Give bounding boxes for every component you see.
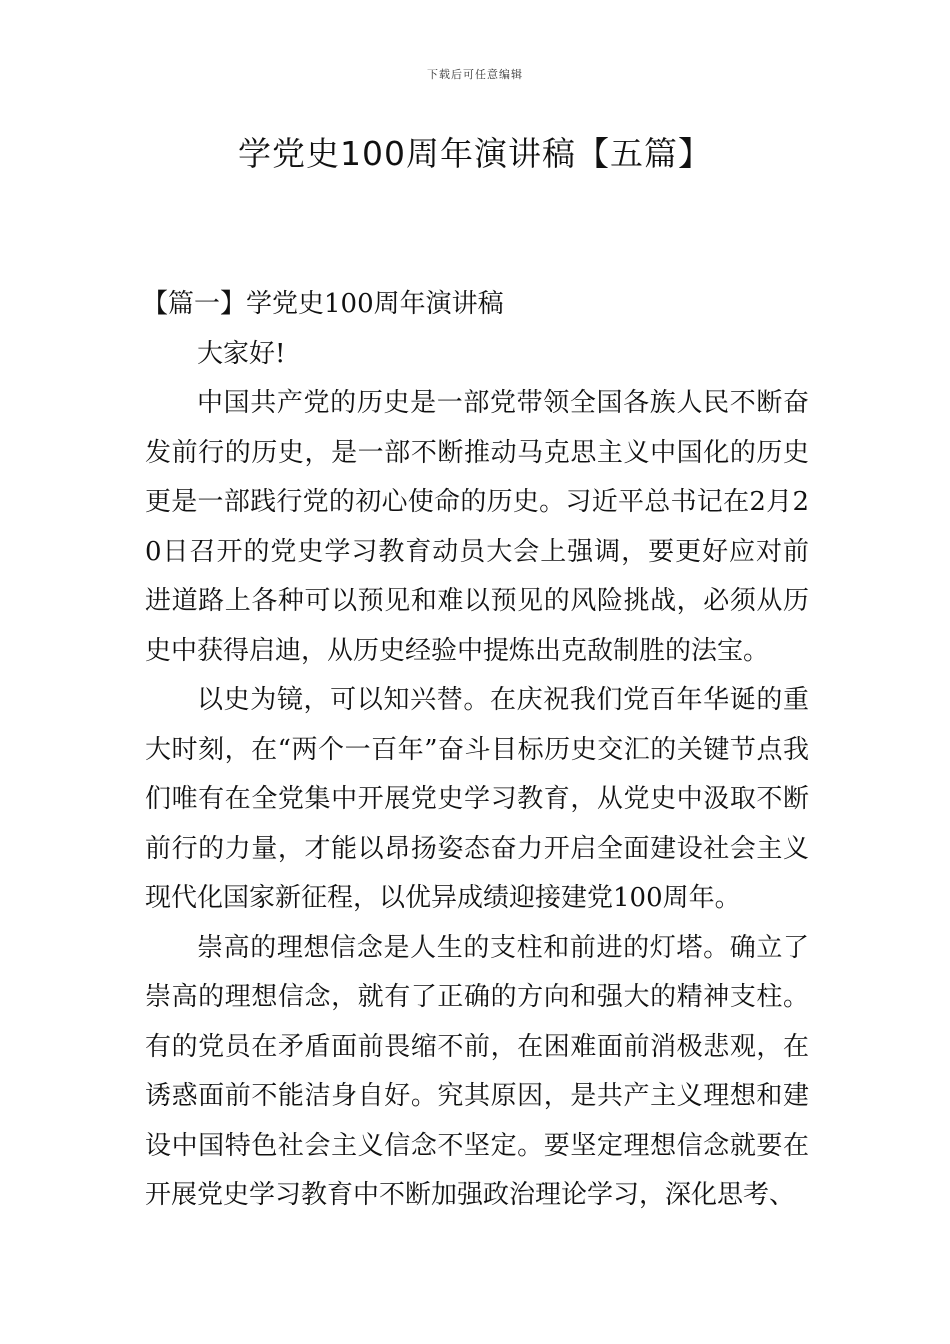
download-note: 下载后可任意编辑 (427, 68, 523, 81)
page-title: 学党史100周年演讲稿【五篇】 (238, 134, 712, 173)
body-paragraph-2: 以史为镜，可以知兴替。在庆祝我们党百年华诞的重大时刻，在“两个一百年”奋斗目标历史交汇的关键节点我们唯有在全党集中开展党史学习教育，从党史中汲取不断前行的力量，才能以昂扬姿态奋力开启全面建设社会主义现代化国家新征程，以优异成绩迎接建党100周年。 (145, 685, 809, 913)
section-heading: 【篇一】学党史100周年演讲稿 (142, 289, 504, 319)
body-paragraph-3: 崇高的理想信念是人生的支柱和前进的灯塔。确立了崇高的理想信念，就有了正确的方向和强大的精神支柱。有的党员在矛盾面前畏缩不前，在困难面前消极悲观，在诱惑面前不能洁身自好。究其原因，是共产主义理想和建设中国特色社会主义信念不坚定。要坚定理想信念就要在开展党史学习教育中不断加强政治理论学习，深化思考、 (145, 932, 809, 1210)
document-body (142, 280, 809, 1221)
body-paragraph-1: 中国共产党的历史是一部党带领全国各族人民不断奋发前行的历史，是一部不断推动马克思主义中国化的历史更是一部践行党的初心使命的历史。习近平总书记在2月20日召开的党史学习教育动员大会上强调，要更好应对前进道路上各种可以预见和难以预见的风险挑战，必须从历史中获得启迪，从历史经验中提炼出克敌制胜的法宝。 (145, 388, 809, 666)
greeting-paragraph: 大家好! (197, 338, 286, 369)
